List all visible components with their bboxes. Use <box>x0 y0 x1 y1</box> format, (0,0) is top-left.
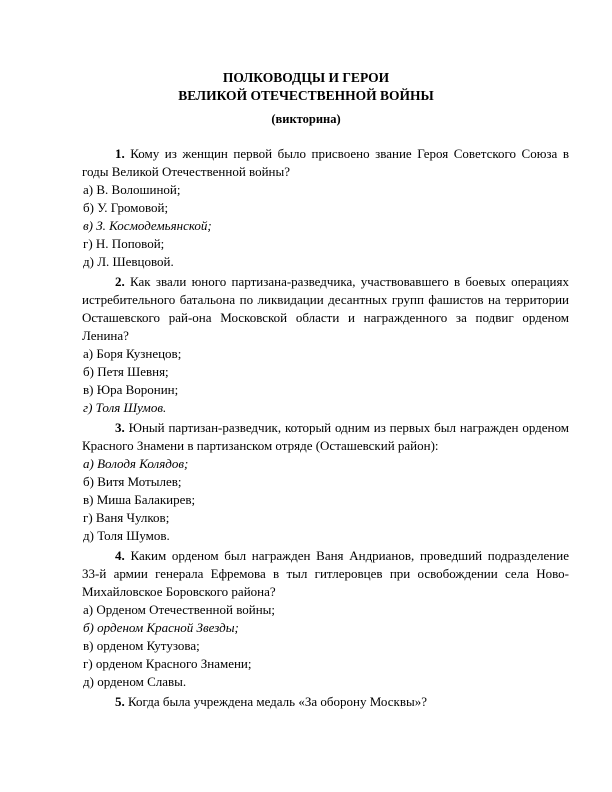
title-line-2: ВЕЛИКОЙ ОТЕЧЕСТВЕННОЙ ВОЙНЫ <box>178 88 434 103</box>
option: г) орденом Красного Знамени; <box>83 656 252 671</box>
option: д) Л. Шевцовой. <box>83 254 174 269</box>
option: д) Толя Шумов. <box>83 528 170 543</box>
option: г) Ваня Чулков; <box>83 510 170 525</box>
option: в) Миша Балакирев; <box>83 492 196 507</box>
question-text: Как звали юного партизана-разведчика, участвовавшего в боевых операциях истребительного батальона по ликвидации десантных групп фашистов на территории Осташевского рай-она Московской области и награжденного за подвиг орденом Ленина? <box>82 274 569 343</box>
question-text: Когда была учреждена медаль «За оборону Москвы»? <box>124 694 427 709</box>
question-5 <box>82 693 569 711</box>
quiz-content <box>82 145 569 711</box>
question-number: 3. <box>115 420 125 435</box>
question-4 <box>82 547 569 601</box>
option: а) Орденом Отечественной войны; <box>83 602 275 617</box>
subtitle: (викторина) <box>271 112 341 126</box>
question-text: Кому из женщин первой было присвоено звание Героя Советского Союза в годы Великой Отечественной войны? <box>82 146 569 179</box>
option: а) Боря Кузнецов; <box>83 346 182 361</box>
option: а) В. Волошиной; <box>83 182 181 197</box>
option: в) орденом Кутузова; <box>83 638 200 653</box>
option: д) орденом Славы. <box>83 674 187 689</box>
option-correct: б) орденом Красной Звезды; <box>83 620 239 635</box>
option: б) У. Громовой; <box>83 200 169 215</box>
question-text: Юный партизан-разведчик, который одним из первых был награжден орденом Красного Знамени в партизанском отряде (Осташевский район): <box>82 420 569 453</box>
option: г) Н. Поповой; <box>83 236 165 251</box>
option-correct: г) Толя Шумов. <box>83 400 167 415</box>
question-number: 2. <box>115 274 125 289</box>
question-1 <box>82 145 569 181</box>
question-2 <box>82 273 569 345</box>
option-correct: в) З. Космодемьянской; <box>83 218 212 233</box>
question-3 <box>82 419 569 455</box>
question-text: Каким орденом был награжден Ваня Андрианов, проведший подразделение 33-й армии генерала Ефремова в тыл гитлеровцев при освобождении села Ново-Михайловское Боровского района? <box>82 548 569 599</box>
option-correct: а) Володя Колядов; <box>83 456 189 471</box>
title-line-1: ПОЛКОВОДЦЫ И ГЕРОИ <box>222 70 390 85</box>
option: б) Витя Мотылев; <box>83 474 182 489</box>
option: б) Петя Шевня; <box>83 364 169 379</box>
option: в) Юра Воронин; <box>83 382 179 397</box>
question-number: 1. <box>115 146 125 161</box>
question-number: 5. <box>115 694 125 709</box>
question-number: 4. <box>115 548 125 563</box>
